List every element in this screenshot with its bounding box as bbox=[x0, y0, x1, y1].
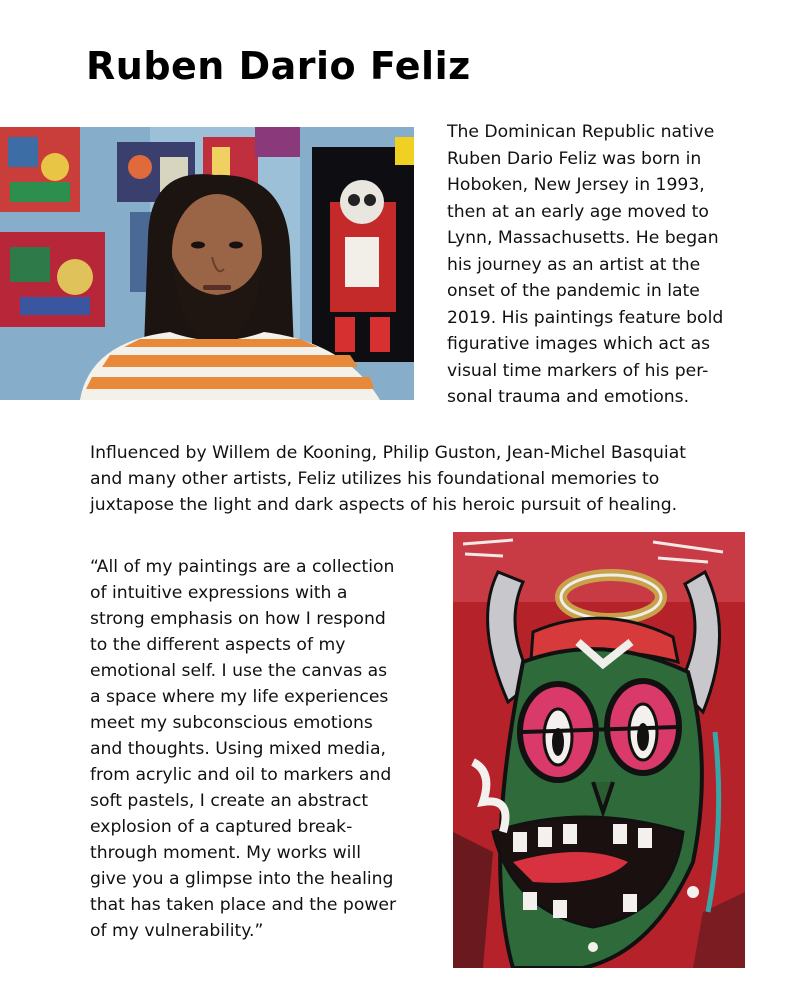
wall-artwork-5 bbox=[0, 232, 105, 327]
bio-line: Hoboken, New Jersey in 1993, bbox=[447, 175, 705, 195]
quote-line: to the different aspects of my bbox=[90, 635, 346, 655]
bio-line: his journey as an artist at the bbox=[447, 254, 701, 275]
quote-line: that has taken place and the power bbox=[90, 895, 397, 915]
bio-line: The Dominican Republic native bbox=[447, 122, 715, 142]
quote-line: meet my subconscious emotions bbox=[90, 713, 373, 733]
quote-line: explosion of a captured break- bbox=[90, 817, 353, 837]
bio-line: Ruben Dario Feliz was born in bbox=[447, 148, 702, 169]
bio-line: figurative images which act as bbox=[447, 334, 711, 354]
influences-paragraph bbox=[90, 440, 770, 518]
quote-line: and thoughts. Using mixed media, bbox=[90, 739, 386, 759]
quote-line: of my vulnerability.” bbox=[90, 921, 264, 941]
painting-artwork bbox=[453, 532, 745, 968]
quote-line: soft pastels, I create an abstract bbox=[90, 791, 369, 811]
bio-line: sonal trauma and emotions. bbox=[447, 387, 690, 407]
quote-line: from acrylic and oil to markers and bbox=[90, 765, 392, 785]
quote-line: strong emphasis on how I respond bbox=[90, 609, 386, 629]
influence-line: and many other artists, Feliz utilizes his foundational memories to bbox=[90, 469, 660, 489]
quote-line: of intuitive expressions with a bbox=[90, 583, 348, 603]
wall-artwork-4 bbox=[255, 127, 300, 157]
quote-line: give you a glimpse into the healing bbox=[90, 869, 394, 889]
influence-line: Influenced by Willem de Kooning, Philip Guston, Jean-Michel Basquiat bbox=[90, 443, 686, 463]
bio-line: Lynn, Massachusetts. He began bbox=[447, 228, 719, 248]
influence-line: juxtapose the light and dark aspects of his heroic pursuit of healing. bbox=[90, 495, 678, 515]
quote-line: emotional self. I use the canvas as bbox=[90, 661, 388, 681]
bio-line: visual time markers of his per- bbox=[447, 360, 709, 381]
artist-portrait-photo bbox=[0, 127, 414, 400]
bio-line: onset of the pandemic in late bbox=[447, 281, 700, 301]
bio-line: then at an early age moved to bbox=[447, 201, 709, 222]
artist-quote bbox=[90, 554, 430, 944]
page-title: Ruben Dario Feliz bbox=[86, 44, 471, 88]
bio-line: 2019. His paintings feature bold bbox=[447, 307, 724, 328]
quote-line: “All of my paintings are a collection bbox=[90, 557, 395, 577]
wall-artwork-7 bbox=[312, 137, 414, 362]
quote-line: a space where my life experiences bbox=[90, 687, 389, 707]
quote-line: through moment. My works will bbox=[90, 843, 361, 863]
artist-bio bbox=[447, 119, 747, 411]
wall-artwork-1 bbox=[0, 127, 80, 212]
